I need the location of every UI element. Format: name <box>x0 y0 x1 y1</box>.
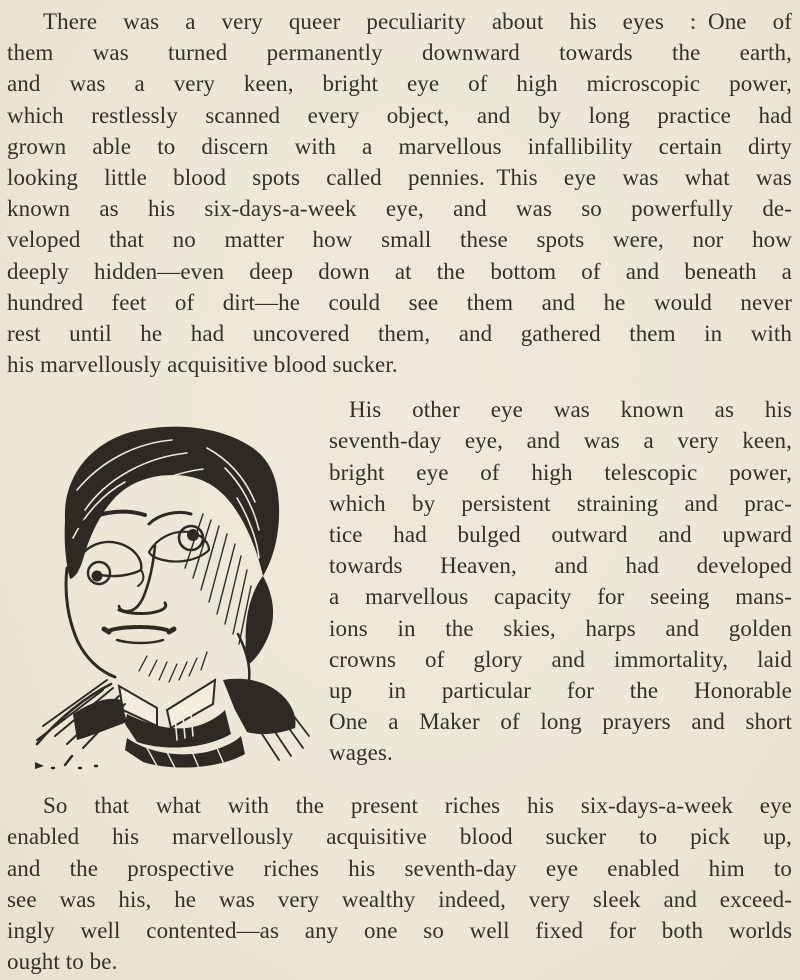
text-line: There was a very queer peculiarity about his eyes : One of <box>43 9 792 34</box>
text-line: his marvellously acquisitive blood sucker. <box>7 352 398 378</box>
paragraph-3 <box>7 790 792 977</box>
text-line: ingly well contented—as any one so well fixed for both worlds <box>7 918 792 943</box>
text-line: wages. <box>329 740 393 766</box>
text-line: a marvellous capacity for seeing mans- <box>329 584 792 610</box>
portrait-illustration <box>7 394 319 778</box>
text-line: ought to be. <box>7 949 118 975</box>
illustrated-section <box>7 394 792 778</box>
text-line: see was his, he was very wealthy indeed, very sleek and exceed- <box>7 886 792 912</box>
text-line: enabled his marvellously acquisitive blood sucker to pick up, <box>7 824 792 850</box>
text-line: them was turned permanently downward towards the earth, <box>7 40 792 66</box>
paragraph-1 <box>7 6 792 380</box>
text-line: which by persistent straining and prac- <box>329 490 792 516</box>
portrait-sketch <box>7 418 319 773</box>
text-line: bright eye of high telescopic power, <box>329 459 792 485</box>
text-line: grown able to discern with a marvellous infallibility certain dirty <box>7 133 792 159</box>
text-line: crowns of glory and immortality, laid <box>329 646 792 672</box>
text-line: tice had bulged outward and upward <box>329 522 792 547</box>
text-line: hundred feet of dirt—he could see them and he would never <box>7 289 792 315</box>
text-line: and the prospective riches his seventh-day eye enabled him to <box>7 855 792 881</box>
text-line: ions in the skies, harps and golden <box>329 615 792 641</box>
text-line: So that what with the present riches his six-days-a-week eye <box>43 793 792 819</box>
text-line: towards Heaven, and had developed <box>329 553 792 579</box>
text-line: known as his six-days-a-week eye, and was so powerfully de- <box>7 196 792 222</box>
text-line: which restlessly scanned every object, and by long practice had <box>7 102 792 128</box>
text-line: One a Maker of long prayers and short <box>329 709 792 735</box>
text-line: seventh-day eye, and was a very keen, <box>329 428 792 454</box>
text-line: veloped that no matter how small these spots were, nor how <box>7 227 792 253</box>
text-line: up in particular for the Honorable <box>329 677 792 703</box>
text-line: looking little blood spots called pennies. This eye was what was <box>7 164 792 190</box>
paragraph-2 <box>319 394 792 778</box>
text-line: rest until he had uncovered them, and gathered them in with <box>7 320 792 346</box>
text-line: deeply hidden—even deep down at the bottom of and beneath a <box>7 258 792 284</box>
text-line: His other eye was known as his <box>349 397 792 423</box>
text-line: and was a very keen, bright eye of high microscopic power, <box>7 71 792 97</box>
